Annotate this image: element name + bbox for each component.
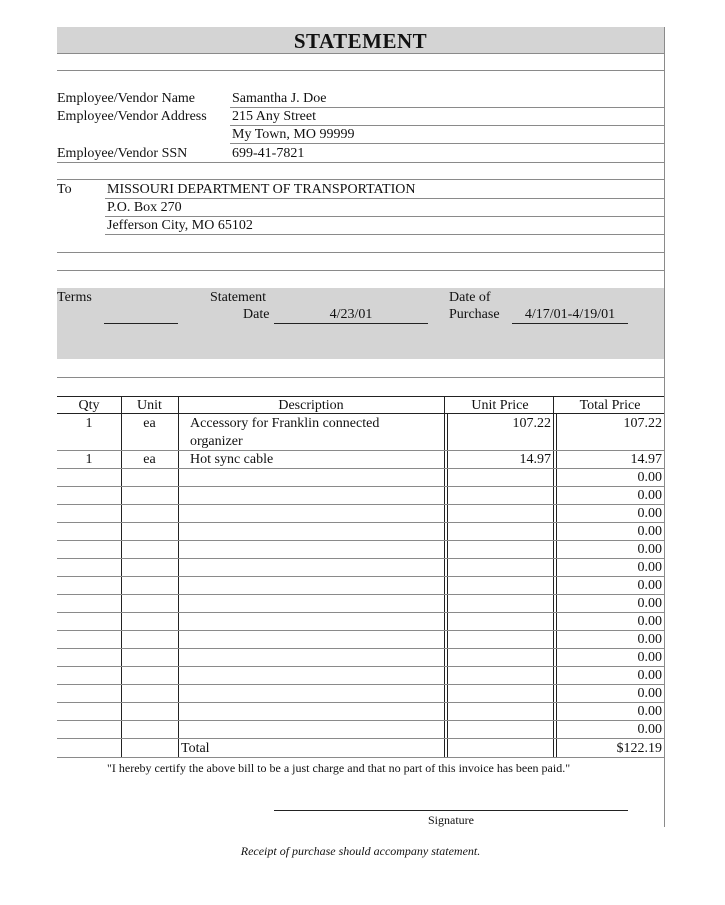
to-line3: Jefferson City, MO 65102 — [107, 218, 253, 233]
field-underline — [230, 107, 664, 108]
statement-label: Statement — [210, 290, 266, 305]
item-qty: 1 — [85, 452, 93, 467]
row-line — [57, 450, 664, 451]
header-description: Description — [278, 398, 344, 413]
employee-address-line1: 215 Any Street — [232, 109, 316, 124]
terms-underline — [104, 323, 178, 324]
statement-date-value: 4/23/01 — [329, 307, 373, 322]
row-line — [57, 558, 664, 559]
empty-row-total: 0.00 — [637, 470, 662, 485]
statement-title: STATEMENT — [293, 29, 428, 53]
divider — [57, 179, 664, 180]
row-line — [57, 504, 664, 505]
signature-label: Signature — [428, 813, 474, 827]
empty-row-total: 0.00 — [637, 686, 662, 701]
field-underline — [57, 162, 664, 163]
purchase-label: Purchase — [449, 307, 500, 322]
date-of-label: Date of — [449, 290, 491, 305]
terms-label: Terms — [57, 290, 92, 305]
row-line — [57, 648, 664, 649]
empty-row-total: 0.00 — [637, 542, 662, 557]
row-line — [57, 720, 664, 721]
to-line1: MISSOURI DEPARTMENT OF TRANSPORTATION — [107, 182, 416, 197]
empty-row-total: 0.00 — [637, 650, 662, 665]
total-label: Total — [181, 741, 210, 756]
row-line — [57, 630, 664, 631]
row-line — [57, 684, 664, 685]
empty-row-total: 0.00 — [637, 668, 662, 683]
item-unit-price: 14.97 — [519, 452, 551, 467]
row-line — [57, 540, 664, 541]
divider — [57, 70, 664, 71]
statement-date-label: Date — [243, 307, 270, 322]
row-line — [57, 594, 664, 595]
row-line — [57, 522, 664, 523]
empty-row-total: 0.00 — [637, 632, 662, 647]
divider — [57, 377, 664, 378]
employee-name-value: Samantha J. Doe — [232, 91, 327, 106]
right-border — [664, 27, 665, 827]
item-total-price: 14.97 — [630, 452, 662, 467]
divider — [57, 252, 664, 253]
footer-note: Receipt of purchase should accompany statement. — [240, 844, 481, 858]
item-unit: ea — [143, 452, 156, 467]
header-qty: Qty — [78, 398, 100, 413]
field-underline — [230, 125, 664, 126]
empty-row-total: 0.00 — [637, 722, 662, 737]
empty-row-total: 0.00 — [637, 704, 662, 719]
field-underline — [105, 216, 664, 217]
row-line — [57, 576, 664, 577]
divider — [57, 270, 664, 271]
employee-address-label: Employee/Vendor Address — [57, 109, 207, 124]
field-underline — [105, 234, 664, 235]
row-line — [57, 612, 664, 613]
table-bottom-line — [57, 757, 664, 758]
signature-line — [274, 810, 628, 811]
divider — [57, 53, 664, 54]
employee-ssn-label: Employee/Vendor SSN — [57, 146, 188, 161]
purchase-date-value: 4/17/01-4/19/01 — [524, 307, 616, 322]
empty-row-total: 0.00 — [637, 524, 662, 539]
empty-row-total: 0.00 — [637, 560, 662, 575]
row-line — [57, 486, 664, 487]
empty-row-total: 0.00 — [637, 596, 662, 611]
empty-row-total: 0.00 — [637, 578, 662, 593]
to-line2: P.O. Box 270 — [107, 200, 182, 215]
item-description-cont: organizer — [190, 434, 243, 449]
certification-text: "I hereby certify the above bill to be a just charge and that no part of this invoice has been paid." — [107, 761, 571, 775]
item-unit: ea — [143, 416, 156, 431]
item-unit-price: 107.22 — [512, 416, 551, 431]
item-qty: 1 — [85, 416, 93, 431]
field-underline — [230, 143, 664, 144]
empty-row-total: 0.00 — [637, 614, 662, 629]
row-line — [57, 702, 664, 703]
statement-date-underline — [274, 323, 428, 324]
row-line — [57, 666, 664, 667]
employee-name-label: Employee/Vendor Name — [57, 91, 196, 106]
item-total-price: 107.22 — [623, 416, 662, 431]
grand-total: $122.19 — [616, 741, 662, 756]
empty-row-total: 0.00 — [637, 506, 662, 521]
item-description: Accessory for Franklin connected — [190, 416, 380, 431]
purchase-date-underline — [512, 323, 628, 324]
employee-ssn-value: 699-41-7821 — [232, 146, 305, 161]
header-unit-price: Unit Price — [471, 398, 529, 413]
item-description: Hot sync cable — [190, 452, 274, 467]
empty-row-total: 0.00 — [637, 488, 662, 503]
field-underline — [105, 198, 664, 199]
row-line — [57, 738, 664, 739]
employee-address-line2: My Town, MO 99999 — [232, 127, 355, 142]
header-total-price: Total Price — [579, 398, 641, 413]
header-underline — [57, 413, 664, 414]
to-label: To — [57, 182, 72, 197]
header-unit: Unit — [137, 398, 162, 413]
table-top-line — [57, 396, 664, 397]
row-line — [57, 468, 664, 469]
